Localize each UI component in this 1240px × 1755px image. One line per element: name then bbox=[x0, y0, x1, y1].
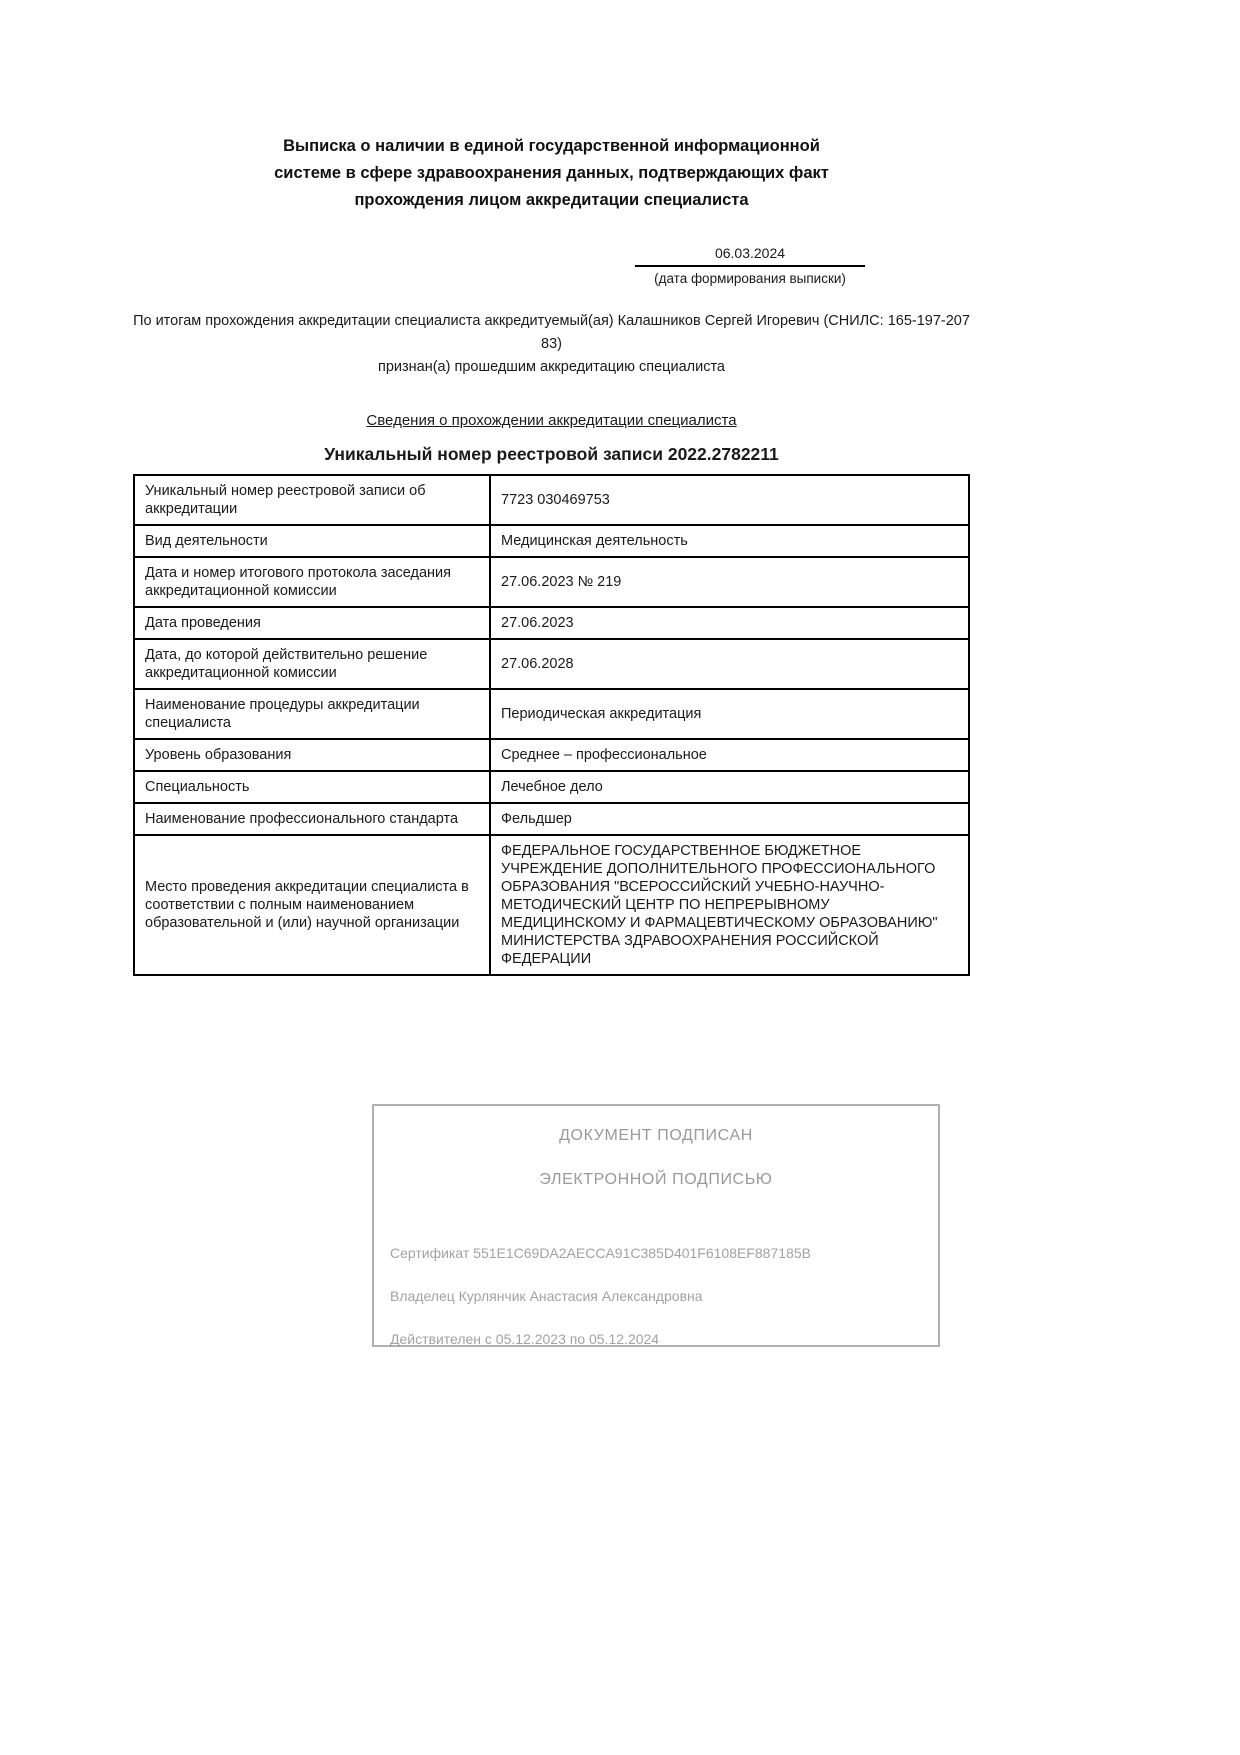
digital-signature-stamp bbox=[372, 1104, 940, 1347]
document-title-line: системе в сфере здравоохранения данных, подтверждающих факт bbox=[274, 164, 829, 182]
row-label-cell: Специальность bbox=[134, 771, 490, 803]
accreditation-table bbox=[133, 474, 970, 976]
row-value-cell: ФЕДЕРАЛЬНОЕ ГОСУДАРСТВЕННОЕ БЮДЖЕТНОЕ УЧРЕЖДЕНИЕ ДОПОЛНИТЕЛЬНОГО ПРОФЕССИОНАЛЬНОГО ОБРАЗОВАНИЯ "ВСЕРОССИЙСКИЙ УЧЕБНО-НАУЧНО-МЕТОДИЧЕСКИЙ ЦЕНТР ПО НЕПРЕРЫВНОМУ МЕДИЦИНСКОМУ И ФАРМАЦЕВТИЧЕСКОМУ ОБРАЗОВАНИЮ" МИНИСТЕРСТВА ЗДРАВООХРАНЕНИЯ РОССИЙСКОЙ ФЕДЕРАЦИИ bbox=[490, 835, 969, 975]
table-row bbox=[134, 557, 969, 607]
signature-title-line2: ЭЛЕКТРОННОЙ ПОДПИСЬЮ bbox=[539, 1171, 773, 1188]
row-label-cell: Уровень образования bbox=[134, 739, 490, 771]
row-label-cell: Дата проведения bbox=[134, 607, 490, 639]
row-label-cell: Место проведения аккредитации специалиста в соответствии с полным наименованием образовательной и (или) научной организации bbox=[134, 835, 490, 975]
intro-line: признан(а) прошедшим аккредитацию специалиста bbox=[377, 359, 725, 375]
table-row bbox=[134, 835, 969, 975]
row-value-cell: 27.06.2023 bbox=[490, 607, 969, 639]
registry-number-heading: Уникальный номер реестровой записи 2022.2782211 bbox=[324, 444, 779, 464]
document-title-line: Выписка о наличии в единой государственной информационной bbox=[283, 137, 820, 155]
row-value-cell: Фельдшер bbox=[490, 803, 969, 835]
row-value-cell: 27.06.2028 bbox=[490, 639, 969, 689]
extract-date-caption: (дата формирования выписки) bbox=[654, 271, 846, 286]
table-row bbox=[134, 689, 969, 739]
signature-title-line1: ДОКУМЕНТ ПОДПИСАН bbox=[559, 1127, 753, 1144]
row-label-cell: Дата, до которой действительно решение аккредитационной комиссии bbox=[134, 639, 490, 689]
row-value-cell: Периодическая аккредитация bbox=[490, 689, 969, 739]
table-row bbox=[134, 639, 969, 689]
row-value-cell: Среднее – профессиональное bbox=[490, 739, 969, 771]
row-value-cell: Лечебное дело bbox=[490, 771, 969, 803]
section-heading: Сведения о прохождении аккредитации специалиста bbox=[366, 412, 737, 429]
intro-paragraph bbox=[133, 310, 970, 379]
document-title bbox=[133, 0, 970, 214]
row-label-cell: Наименование процедуры аккредитации специалиста bbox=[134, 689, 490, 739]
extract-date-value: 06.03.2024 bbox=[635, 244, 865, 267]
table-row bbox=[134, 525, 969, 557]
row-value-cell: 27.06.2023 № 219 bbox=[490, 557, 969, 607]
row-label-cell: Наименование профессионального стандарта bbox=[134, 803, 490, 835]
row-value-cell: 7723 030469753 bbox=[490, 475, 969, 525]
document-title-line: прохождения лицом аккредитации специалиста bbox=[354, 191, 749, 209]
intro-line: По итогам прохождения аккредитации специалиста аккредитуемый(ая) Калашников Сергей Игоревич (СНИЛС: 165-197-207 83) bbox=[133, 313, 970, 352]
row-label-cell: Уникальный номер реестровой записи об аккредитации bbox=[134, 475, 490, 525]
table-row bbox=[134, 803, 969, 835]
owner-line: Владелец Курлянчик Анастасия Александровна bbox=[390, 1288, 703, 1304]
row-label-cell: Вид деятельности bbox=[134, 525, 490, 557]
table-row bbox=[134, 739, 969, 771]
page-content bbox=[133, 0, 970, 1347]
table-row bbox=[134, 771, 969, 803]
table-row bbox=[134, 475, 969, 525]
extract-date-block bbox=[635, 244, 865, 288]
certificate-line: Сертификат 551E1C69DA2AECCA91C385D401F6108EF887185B bbox=[390, 1245, 811, 1261]
row-label-cell: Дата и номер итогового протокола заседания аккредитационной комиссии bbox=[134, 557, 490, 607]
table-row bbox=[134, 607, 969, 639]
validity-line: Действителен с 05.12.2023 по 05.12.2024 bbox=[390, 1331, 660, 1347]
row-value-cell: Медицинская деятельность bbox=[490, 525, 969, 557]
